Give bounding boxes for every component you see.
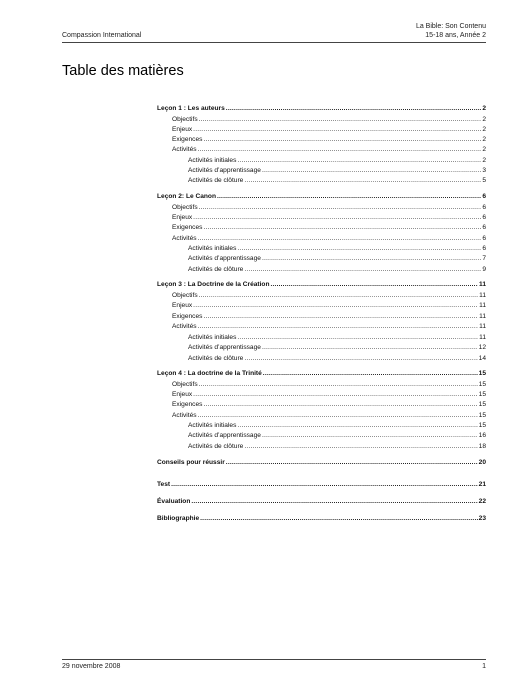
toc-entry-page: 18 — [478, 443, 486, 450]
toc-entry[interactable] — [157, 104, 486, 113]
toc-entry[interactable] — [157, 234, 486, 243]
toc-entry-label: Activités de clôture — [188, 177, 244, 184]
toc-entry[interactable] — [157, 411, 486, 420]
toc-entry-page: 6 — [482, 204, 486, 211]
toc-dot-leader — [198, 145, 482, 154]
toc-entry[interactable] — [157, 192, 486, 201]
toc-entry[interactable] — [157, 312, 486, 321]
toc-dot-leader — [262, 343, 478, 352]
toc-dot-leader — [263, 369, 478, 378]
toc-entry[interactable] — [157, 115, 486, 124]
toc-entry-page: 20 — [478, 459, 486, 466]
header-document-title: La Bible: Son Contenu — [415, 23, 486, 30]
toc-entry-label: Exigences — [172, 401, 203, 408]
toc-entry-page: 11 — [479, 302, 486, 309]
toc-entry-label: Activités d’apprentissage — [188, 255, 261, 262]
toc-entry-page: 21 — [478, 481, 486, 488]
toc-entry-page: 11 — [479, 281, 486, 288]
toc-dot-leader — [199, 203, 482, 212]
toc-entry[interactable] — [157, 333, 486, 342]
toc-entry-page: 11 — [479, 313, 486, 320]
toc-entry-label: Leçon 4 : La doctrine de la Trinité — [157, 370, 262, 377]
toc-dot-leader — [244, 442, 477, 451]
page-header-right — [416, 22, 486, 40]
toc-entry-label: Leçon 3 : La Doctrine de la Création — [157, 281, 270, 288]
toc-entry[interactable] — [157, 254, 486, 263]
toc-dot-leader — [262, 166, 481, 175]
toc-entry-label: Exigences — [172, 224, 203, 231]
page-title: Table des matières — [62, 63, 184, 79]
toc-entry-page: 7 — [482, 255, 486, 262]
toc-entry-label: Enjeux — [172, 214, 193, 221]
toc-entry-page: 6 — [482, 235, 486, 242]
toc-dot-leader — [237, 421, 477, 430]
footer-rule — [62, 659, 486, 660]
toc-dot-leader — [217, 192, 481, 201]
toc-entry-label: Enjeux — [172, 302, 193, 309]
toc-dot-leader — [171, 480, 478, 489]
toc-entry-page: 11 — [479, 323, 486, 330]
toc-entry-label: Activités de clôture — [188, 355, 244, 362]
toc-entry-label: Objectifs — [172, 292, 198, 299]
toc-entry-label: Enjeux — [172, 126, 193, 133]
toc-entry-label: Objectifs — [172, 381, 198, 388]
toc-entry-label: Activités d’apprentissage — [188, 344, 261, 351]
toc-entry-label: Exigences — [172, 136, 203, 143]
toc-dot-leader — [199, 115, 482, 124]
toc-dot-leader — [193, 125, 481, 134]
toc-entry-label: Objectifs — [172, 116, 198, 123]
toc-entry-page: 15 — [478, 401, 486, 408]
toc-dot-leader — [199, 380, 478, 389]
toc-dot-leader — [237, 333, 478, 342]
toc-entry-page: 15 — [478, 370, 486, 377]
toc-dot-leader — [262, 254, 481, 263]
toc-entry[interactable] — [157, 125, 486, 134]
toc-entry-label: Conseils pour réussir — [157, 459, 225, 466]
toc-entry-label: Activités — [172, 412, 197, 419]
toc-dot-leader — [193, 390, 477, 399]
toc-dot-leader — [198, 411, 478, 420]
toc-entry[interactable] — [157, 343, 486, 352]
toc-entry-label: Activités — [172, 235, 197, 242]
toc-entry-page: 16 — [478, 432, 486, 439]
toc-entry-page: 11 — [479, 292, 486, 299]
toc-dot-leader — [198, 322, 479, 331]
toc-entry-page: 2 — [482, 146, 486, 153]
toc-entry-label: Leçon 2: Le Canon — [157, 193, 216, 200]
toc-dot-leader — [237, 156, 481, 165]
toc-entry-label: Enjeux — [172, 391, 193, 398]
toc-entry[interactable] — [157, 156, 486, 165]
toc-entry-label: Bibliographie — [157, 515, 200, 522]
toc-entry[interactable] — [157, 166, 486, 175]
toc-entry-page: 15 — [478, 412, 486, 419]
toc-entry-page: 5 — [482, 177, 486, 184]
toc-entry[interactable] — [157, 265, 486, 274]
toc-entry-page: 2 — [482, 116, 486, 123]
toc-dot-leader — [226, 104, 482, 113]
toc-entry[interactable] — [157, 322, 486, 331]
toc-entry-page: 15 — [478, 391, 486, 398]
toc-entry-label: Activités initiales — [188, 334, 237, 341]
toc-entry-page: 11 — [479, 334, 486, 341]
toc-entry-page: 6 — [482, 214, 486, 221]
toc-entry-page: 3 — [482, 167, 486, 174]
toc-entry-page: 2 — [482, 136, 486, 143]
toc-entry-page: 2 — [482, 157, 486, 164]
toc-dot-leader — [203, 312, 478, 321]
toc-entry-page: 2 — [482, 105, 486, 112]
toc-entry-page: 15 — [478, 381, 486, 388]
toc-entry-label: Activités — [172, 146, 197, 153]
toc-entry[interactable] — [157, 400, 486, 409]
toc-entry-label: Activités d’apprentissage — [188, 432, 261, 439]
toc-dot-leader — [203, 400, 477, 409]
header-rule — [62, 42, 486, 43]
toc-entry[interactable] — [157, 280, 486, 289]
toc-entry-label: Objectifs — [172, 204, 198, 211]
toc-entry-label: Activités initiales — [188, 157, 237, 164]
toc-entry-label: Activités — [172, 323, 197, 330]
toc-dot-leader — [262, 431, 478, 440]
toc-entry[interactable] — [157, 244, 486, 253]
toc-dot-leader — [193, 213, 481, 222]
toc-entry[interactable] — [157, 442, 486, 451]
toc-entry-page: 22 — [478, 498, 486, 505]
toc-entry-page: 6 — [482, 224, 486, 231]
toc-entry[interactable] — [157, 390, 486, 399]
toc-entry-page: 9 — [482, 266, 486, 273]
toc-entry-page: 2 — [482, 126, 486, 133]
toc-entry-label: Test — [157, 481, 171, 488]
toc-entry[interactable] — [157, 145, 486, 154]
toc-entry-label: Exigences — [172, 313, 203, 320]
toc-entry-label: Activités de clôture — [188, 266, 244, 273]
toc-entry-label: Leçon 1 : Les auteurs — [157, 105, 225, 112]
page-header-left: Compassion International — [62, 32, 142, 39]
header-document-subtitle: 15-18 ans, Année 2 — [425, 32, 486, 39]
toc-dot-leader — [198, 234, 482, 243]
toc-entry[interactable] — [157, 458, 486, 467]
toc-entry[interactable] — [157, 431, 486, 440]
toc-dot-leader — [203, 135, 481, 144]
toc-entry[interactable] — [157, 369, 486, 378]
toc-entry[interactable] — [157, 301, 486, 310]
toc-entry[interactable] — [157, 514, 486, 523]
toc-entry-page: 6 — [482, 193, 486, 200]
toc-entry-page: 15 — [478, 422, 486, 429]
toc-entry[interactable] — [157, 497, 486, 506]
toc-entry[interactable] — [157, 203, 486, 212]
toc-entry[interactable] — [157, 135, 486, 144]
toc-entry-page: 6 — [482, 245, 486, 252]
footer-page-number: 1 — [482, 663, 486, 670]
toc-entry[interactable] — [157, 176, 486, 185]
toc-dot-leader — [244, 265, 481, 274]
toc-entry[interactable] — [157, 380, 486, 389]
toc-dot-leader — [270, 280, 478, 289]
toc-entry-label: Évaluation — [157, 498, 191, 505]
toc-entry-page: 12 — [478, 344, 486, 351]
toc-entry[interactable] — [157, 480, 486, 489]
toc-entry-label: Activités de clôture — [188, 443, 244, 450]
toc-entry-page: 14 — [478, 355, 486, 362]
toc-entry-page: 23 — [478, 515, 486, 522]
toc-dot-leader — [237, 244, 481, 253]
toc-entry-label: Activités d’apprentissage — [188, 167, 261, 174]
toc-dot-leader — [199, 291, 478, 300]
toc-entry-label: Activités initiales — [188, 245, 237, 252]
toc-dot-leader — [244, 176, 481, 185]
toc-entry[interactable] — [157, 291, 486, 300]
footer-date: 29 novembre 2008 — [62, 663, 121, 670]
toc-dot-leader — [226, 458, 478, 467]
toc-dot-leader — [193, 301, 478, 310]
toc-entry[interactable] — [157, 354, 486, 363]
toc-dot-leader — [244, 354, 477, 363]
toc-entry-label: Activités initiales — [188, 422, 237, 429]
toc-entry[interactable] — [157, 421, 486, 430]
toc-dot-leader — [191, 497, 477, 506]
toc-dot-leader — [200, 514, 478, 523]
toc-dot-leader — [203, 223, 481, 232]
toc-entry[interactable] — [157, 213, 486, 222]
toc-entry[interactable] — [157, 223, 486, 232]
